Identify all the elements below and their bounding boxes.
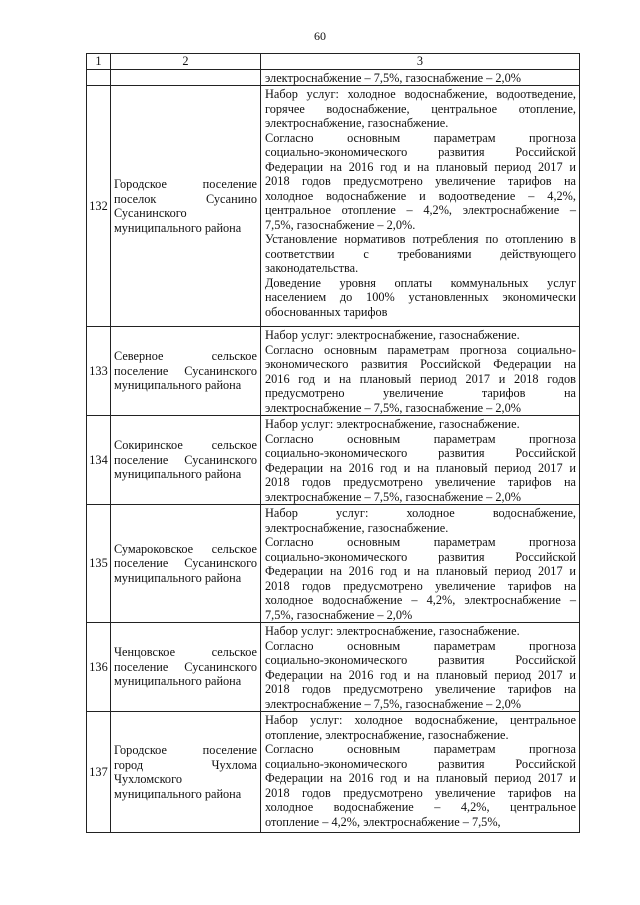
- tariff-description-line: социально-экономического развития Российской: [265, 145, 576, 159]
- municipality-name: [111, 416, 261, 505]
- tariff-description-line: Согласно основным параметрам прогноза: [265, 742, 576, 756]
- header-col-2: 2: [111, 54, 261, 70]
- municipality-name-line: муниципального района: [114, 570, 242, 585]
- tariff-description-line: социально-экономического развития Российской: [265, 446, 576, 460]
- page-number: 60: [314, 29, 326, 43]
- tariff-description-line: социально-экономического развития Российской: [265, 756, 576, 771]
- municipality-name-line: Сусанинского: [114, 206, 187, 220]
- tariff-description-line: 2018 годов предусмотрено увеличение тарифов на: [265, 682, 576, 696]
- row-number: 132: [87, 86, 111, 327]
- table-row: [87, 86, 580, 327]
- tariff-description-line: Федерации на 2016 год и на плановый период 2017 и: [265, 667, 576, 682]
- municipality-name-line: Сокиринское сельское: [114, 438, 257, 453]
- tariff-description-line: Согласно основным параметрам прогноза: [265, 431, 576, 446]
- tariff-description-line: электроснабжение – 7,5%, газоснабжение – 2,0%: [265, 400, 522, 415]
- tariff-description-line: холодное водоснабжение – 4,2%, электроснабжение –: [265, 593, 576, 607]
- municipality-name-line: поселение Сусанинского: [114, 556, 257, 571]
- tariff-description: [261, 623, 580, 712]
- row-number: 135: [87, 505, 111, 623]
- tariff-description-line: 2018 годов предусмотрено увеличение тарифов на: [265, 785, 576, 800]
- header-row: [87, 54, 580, 70]
- municipality-name: [111, 86, 261, 327]
- tariff-description-line: отопление – 4,2%, электроснабжение – 7,5%,: [265, 814, 501, 829]
- tariff-description: [261, 416, 580, 505]
- municipality-name: [111, 623, 261, 712]
- tariff-description-line: горячее водоснабжение, центральное отопление,: [265, 101, 576, 116]
- municipality-name-line: Сумароковское сельское: [114, 541, 257, 556]
- continuation-row: [87, 69, 580, 86]
- table-row: [87, 416, 580, 505]
- table-row: [87, 505, 580, 623]
- table-row: [87, 712, 580, 833]
- table-row: [87, 623, 580, 712]
- municipality-name-line: муниципального района: [114, 786, 242, 801]
- municipality-name-line: Городское поселение: [114, 743, 257, 757]
- tariff-description-line: Установление нормативов потребления по отоплению в: [265, 232, 576, 246]
- continuation-num-cell: [87, 69, 111, 86]
- row-number: 134: [87, 416, 111, 505]
- table-row: [87, 327, 580, 416]
- municipality-name-line: поселок Сусанино: [114, 191, 257, 206]
- tariff-description-line: Набор услуг: электроснабжение, газоснабжение.: [265, 328, 520, 342]
- municipality-name-line: город Чухлома: [114, 757, 257, 772]
- tariff-description-line: электроснабжение, газоснабжение.: [265, 116, 449, 130]
- row-number: 136: [87, 623, 111, 712]
- tariff-description-line: 2018 годов предусмотрено увеличение тарифов на: [265, 475, 576, 489]
- tariff-description-line: социально-экономического развития Российской: [265, 653, 576, 667]
- tariff-description-line: законодательства.: [265, 261, 359, 275]
- municipality-name: [111, 505, 261, 623]
- tariff-description-line: отопление, электроснабжение, газоснабжение.: [265, 727, 509, 742]
- tariff-description-line: Набор услуг: электроснабжение, газоснабжение.: [265, 417, 520, 431]
- continuation-name-cell: [111, 69, 261, 86]
- municipality-name-line: муниципального района: [114, 674, 242, 689]
- row-number: 137: [87, 712, 111, 833]
- tariff-description-line: 7,5%, газоснабжение – 2,0%: [265, 607, 413, 622]
- municipality-name-line: муниципального района: [114, 467, 242, 482]
- tariff-description-line: электроснабжение – 7,5%, газоснабжение – 2,0%: [265, 696, 522, 711]
- municipality-name-line: муниципального района: [114, 220, 242, 235]
- municipality-name-line: поселение Сусанинского: [114, 452, 257, 467]
- tariff-description-line: холодное водоснабжение – 4,2%, центральное: [265, 800, 576, 814]
- municipality-name-line: Ченцовское сельское: [114, 645, 257, 660]
- tariff-description-line: Согласно основным параметрам прогноза социально-: [265, 342, 576, 357]
- tariff-table: [86, 53, 580, 833]
- tariff-description-line: Набор услуг: холодное водоснабжение, водоотведение,: [265, 87, 576, 101]
- tariff-description-line: 2018 годов предусмотрено увеличение тарифов на: [265, 578, 576, 593]
- tariff-description-line: 7,5%, газоснабжение – 2,0%.: [265, 217, 416, 232]
- tariff-description: [261, 86, 580, 327]
- tariff-description-line: 2016 год и на плановый период 2017 и 2018 годов: [265, 371, 576, 386]
- tariff-description-line: обоснованных тарифов: [265, 304, 388, 319]
- tariff-description-line: Согласно основным параметрам прогноза: [265, 535, 576, 549]
- tariff-description: [261, 505, 580, 623]
- municipality-name-line: муниципального района: [114, 378, 242, 393]
- tariff-description: [261, 712, 580, 833]
- municipality-name-line: поселение Сусанинского: [114, 363, 257, 378]
- tariff-description-line: центральное отопление – 4,2%, электроснабжение –: [265, 203, 576, 217]
- municipality-name-line: Чухломского: [114, 772, 182, 786]
- tariff-description-line: холодное водоснабжение и водоотведение – 4,2%,: [265, 188, 576, 203]
- row-number: 133: [87, 327, 111, 416]
- tariff-description: [261, 327, 580, 416]
- tariff-description-line: Федерации на 2016 год и на плановый период 2017 и: [265, 159, 576, 174]
- municipality-name: [111, 712, 261, 833]
- tariff-description-line: населением до 100% установленных экономически: [265, 290, 576, 304]
- tariff-description-line: Федерации на 2016 год и на плановый период 2017 и: [265, 771, 576, 785]
- municipality-name-line: поселение Сусанинского: [114, 659, 257, 674]
- header-col-3: 3: [261, 54, 580, 70]
- municipality-name: [111, 327, 261, 416]
- tariff-description-line: экономического развития Российской Федерации на: [265, 357, 576, 371]
- municipality-name-line: Северное сельское: [114, 349, 257, 364]
- continuation-text: электроснабжение – 7,5%, газоснабжение – 2,0%: [261, 69, 580, 86]
- tariff-description-line: соответствии с требованиями действующего: [265, 246, 576, 261]
- tariff-description-line: электроснабжение – 7,5%, газоснабжение – 2,0%: [265, 489, 522, 504]
- tariff-description-line: 2018 годов предусмотрено увеличение тарифов на: [265, 174, 576, 188]
- tariff-description-line: Набор услуг: электроснабжение, газоснабжение.: [265, 624, 520, 638]
- tariff-description-line: предусмотрено увеличение тарифов на: [265, 386, 576, 400]
- header-col-1: 1: [87, 54, 111, 70]
- municipality-name-line: Городское поселение: [114, 177, 257, 191]
- tariff-description-line: электроснабжение, газоснабжение.: [265, 520, 449, 535]
- tariff-description-line: Согласно основным параметрам прогноза: [265, 130, 576, 145]
- tariff-description-line: Федерации на 2016 год и на плановый период 2017 и: [265, 564, 576, 578]
- tariff-description-line: Федерации на 2016 год и на плановый период 2017 и: [265, 460, 576, 475]
- tariff-description-line: Доведение уровня оплаты коммунальных услуг: [265, 275, 576, 290]
- tariff-description-line: Набор услуг: холодное водоснабжение, центральное: [265, 713, 576, 727]
- tariff-description-line: социально-экономического развития Российской: [265, 549, 576, 564]
- tariff-description-line: Согласно основным параметрам прогноза: [265, 638, 576, 653]
- tariff-description-line: Набор услуг: холодное водоснабжение,: [265, 506, 576, 520]
